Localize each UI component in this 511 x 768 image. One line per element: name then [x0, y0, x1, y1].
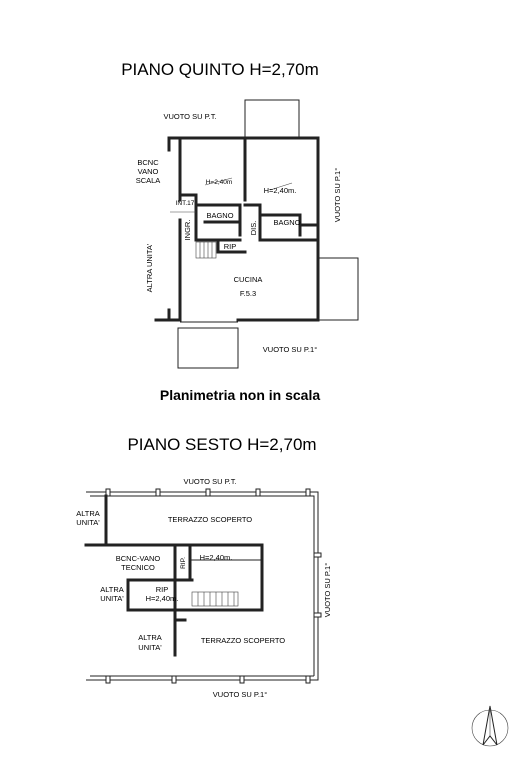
floor5-label-left: ALTRA UNITA': [145, 243, 154, 293]
floor6-label-altra-1a: ALTRA: [76, 509, 100, 518]
floor5-label-dis: DIS.: [249, 220, 258, 236]
floor6-label-terrazzo-2: TERRAZZO SCOPERTO: [200, 636, 286, 645]
floor5-label-cucina: CUCINA: [233, 275, 263, 284]
floor6-label-altra-3a: ALTRA: [138, 633, 162, 642]
floor5-label-bagno-1: BAGNO: [206, 211, 234, 220]
floor5-label-top: VUOTO SU P.T.: [163, 112, 217, 121]
floor6-label-h1: H=2,40m.: [199, 553, 233, 562]
floor5-bottom-balcony: [178, 328, 238, 368]
floor5-label-bcnc-2: VANO: [137, 167, 159, 176]
floor5-right-balcony: [318, 258, 358, 320]
floor5-label-ingr: INGR.: [183, 219, 192, 241]
floor5-title: PIANO QUINTO H=2,70m: [121, 60, 319, 79]
floor6-label-altra-2a: ALTRA: [100, 585, 124, 594]
scale-note: Planimetria non in scala: [159, 387, 321, 403]
floor5-label-h1: H=2,40m: [205, 179, 233, 186]
floor6-label-altra-3b: UNITA': [138, 643, 162, 652]
floor6-label-bcnc-1: BCNC-VANO: [115, 554, 161, 563]
floor5-label-right: VUOTO SU P.1°: [333, 167, 342, 223]
floor6-label-h2: H=2,40m.: [145, 594, 179, 603]
floor6-label-bottom: VUOTO SU P.1°: [212, 690, 268, 699]
floor5-label-bcnc-1: BCNC: [137, 158, 159, 167]
floor6-label-top: VUOTO SU P.T.: [183, 477, 237, 486]
floor6-stairs: [192, 592, 238, 606]
floor6-label-rip-2: RIP: [155, 585, 169, 594]
floor5-label-bottom: VUOTO SU P.1°: [262, 345, 318, 354]
floor5-label-rip: RIP: [223, 242, 237, 251]
floor6-plan: [76, 477, 332, 699]
floor5-label-bcnc-3: SCALA: [135, 176, 161, 185]
floor5-label-h2: H=2,40m.: [263, 186, 297, 195]
floor6-title: PIANO SESTO H=2,70m: [127, 435, 317, 454]
floor6-label-terrazzo-1: TERRAZZO SCOPERTO: [167, 515, 253, 524]
floor5-label-bagno-2: BAGNO: [273, 218, 301, 227]
floor5-stairs: [196, 242, 216, 258]
floor6-label-right: VUOTO SU P.1°: [323, 562, 332, 618]
floor6-label-altra-1b: UNITA': [76, 518, 100, 527]
north-arrow-icon: [472, 706, 508, 746]
floor6-label-altra-2b: UNITA': [100, 594, 124, 603]
floor6-label-rip-1: RIP.: [180, 557, 187, 569]
floor5-top-balcony: [245, 100, 299, 138]
floor5-label-cucina-code: F.5.3: [239, 289, 257, 298]
floor6-label-bcnc-2: TECNICO: [121, 563, 155, 572]
floor5-label-int: INT.17: [175, 200, 195, 207]
floor5-plan: [136, 100, 358, 368]
